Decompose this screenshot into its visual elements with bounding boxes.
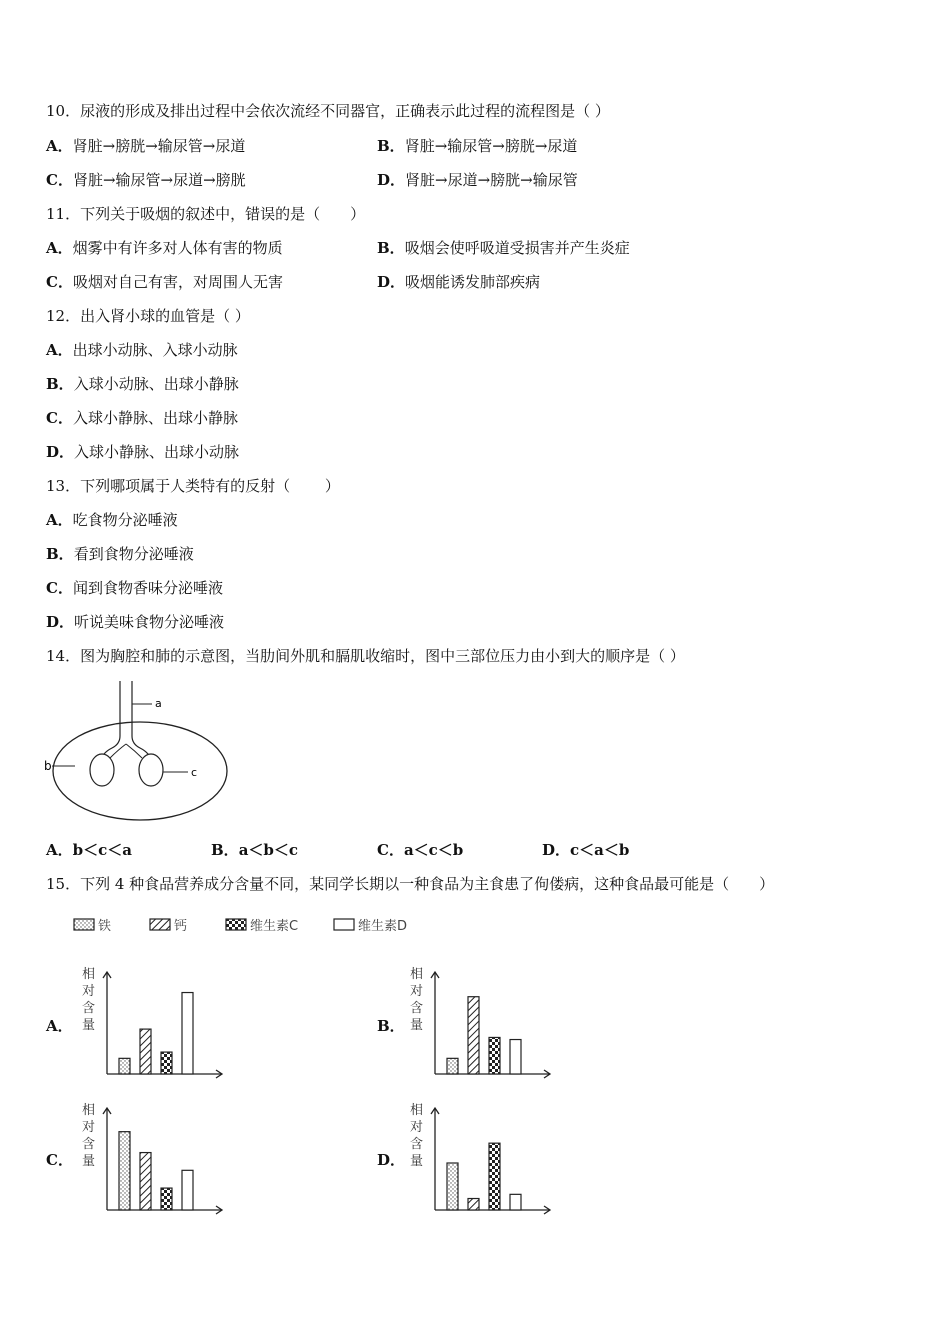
q15-option-c[interactable]: C． <box>46 1151 73 1169</box>
q14-option-c[interactable]: C．a＜c＜b <box>377 841 464 859</box>
chart-c-ylabel-char: 对 <box>82 1120 96 1135</box>
legend-swatch-calcium <box>150 919 170 930</box>
q14-option-a[interactable]: A．b＜c＜a <box>46 841 132 859</box>
chart-option-b <box>408 964 558 1084</box>
chart-d-bar-iron <box>447 1163 458 1210</box>
legend-label-calcium: 钙 <box>174 919 188 934</box>
chart-d-ylabel-char: 含 <box>410 1137 424 1152</box>
chart-a-bar-vitamin-c <box>161 1052 172 1074</box>
chart-a-ylabel-char: 含 <box>82 1001 96 1016</box>
chart-d-ylabel-char: 对 <box>410 1120 424 1135</box>
legend-swatch-iron <box>74 919 94 930</box>
chart-a-bar-vitamin-d <box>182 993 193 1074</box>
chart-a-bar-iron <box>119 1058 130 1074</box>
chart-a-ylabel-char: 量 <box>82 1018 96 1033</box>
label-a: a <box>155 697 162 710</box>
q15-option-a[interactable]: A． <box>46 1017 73 1035</box>
label-b: b <box>44 759 52 773</box>
q11-option-a[interactable]: A．烟雾中有许多对人体有害的物质 <box>46 239 283 257</box>
q12-stem: 12．出入肾小球的血管是（ ） <box>46 307 250 325</box>
chart-b-bar-iron <box>447 1058 458 1074</box>
chart-d-bar-vitamin-d <box>510 1194 521 1210</box>
chart-b-ylabel-char: 相 <box>410 967 424 982</box>
left-lung <box>90 754 114 786</box>
chart-c-bar-iron <box>119 1132 130 1210</box>
legend-label-vitamin-c: 维生素C <box>250 919 299 934</box>
chart-d-ylabel-char: 相 <box>410 1103 424 1118</box>
legend-swatch-vitamin-c <box>226 919 246 930</box>
chart-b-bar-calcium <box>468 997 479 1074</box>
q10-option-a[interactable]: A．肾脏→膀胱→输尿管→尿道 <box>46 137 246 155</box>
q10-option-b[interactable]: B．肾脏→输尿管→膀胱→尿道 <box>377 137 578 155</box>
chart-option-d <box>408 1100 558 1220</box>
q11-option-c[interactable]: C．吸烟对自己有害，对周围人无害 <box>46 273 283 291</box>
q12-option-c[interactable]: C．入球小静脉、出球小静脉 <box>46 409 238 427</box>
chart-d-ylabel-char: 量 <box>410 1154 424 1169</box>
q13-option-c[interactable]: C．闻到食物香味分泌唾液 <box>46 579 223 597</box>
label-c: c <box>191 766 198 779</box>
q13-stem: 13．下列哪项属于人类特有的反射（ ） <box>46 477 340 495</box>
q15-stem: 15．下列 4 种食品营养成分含量不同，某同学长期以一种食品为主食患了佝偻病，这种食品最可能是（ ） <box>46 875 775 893</box>
q12-option-a[interactable]: A．出球小动脉、入球小动脉 <box>46 341 238 359</box>
right-bronchus <box>126 744 142 758</box>
chart-c-bar-calcium <box>140 1153 151 1210</box>
q13-option-a[interactable]: A．吃食物分泌唾液 <box>46 511 178 529</box>
chart-option-c <box>80 1100 230 1220</box>
chart-option-a <box>80 964 230 1084</box>
chart-c-bar-vitamin-c <box>161 1188 172 1210</box>
legend-swatch-vitamin-d <box>334 919 354 930</box>
chart-b-bar-vitamin-c <box>489 1037 500 1074</box>
chart-b-bar-vitamin-d <box>510 1040 521 1074</box>
legend-label-iron: 铁 <box>98 919 112 934</box>
q15-option-b[interactable]: B． <box>377 1017 405 1035</box>
chart-c-bar-vitamin-d <box>182 1170 193 1210</box>
trachea-left-wall <box>100 681 120 762</box>
chart-c-ylabel-char: 量 <box>82 1154 96 1169</box>
chart-c-ylabel-char: 相 <box>82 1103 96 1118</box>
q12-option-d[interactable]: D．入球小静脉、出球小动脉 <box>46 443 240 461</box>
chart-d-bar-vitamin-c <box>489 1143 500 1210</box>
right-lung <box>139 754 163 786</box>
chart-d-bar-calcium <box>468 1199 479 1210</box>
q14-option-d[interactable]: D．c＜a＜b <box>542 841 630 859</box>
q10-stem: 10．尿液的形成及排出过程中会依次流经不同器官，正确表示此过程的流程图是（ ） <box>46 102 610 120</box>
q14-stem: 14．图为胸腔和肺的示意图，当肋间外肌和膈肌收缩时，图中三部位压力由小到大的顺序是（ ） <box>46 647 685 665</box>
chart-b-ylabel-char: 量 <box>410 1018 424 1033</box>
q11-option-b[interactable]: B．吸烟会使呼吸道受损害并产生炎症 <box>377 239 630 257</box>
q12-option-b[interactable]: B．入球小动脉、出球小静脉 <box>46 375 239 393</box>
q14-option-b[interactable]: B．a＜b＜c <box>211 841 299 859</box>
q15-option-d[interactable]: D． <box>377 1151 406 1169</box>
chart-a-bar-calcium <box>140 1029 151 1074</box>
q10-option-c[interactable]: C．肾脏→输尿管→尿道→膀胱 <box>46 171 246 189</box>
legend-label-vitamin-d: 维生素D <box>358 919 408 934</box>
left-bronchus <box>110 744 126 758</box>
chart-b-ylabel-char: 含 <box>410 1001 424 1016</box>
q13-option-b[interactable]: B．看到食物分泌唾液 <box>46 545 194 563</box>
q10-option-d[interactable]: D．肾脏→尿道→膀胱→输尿管 <box>377 171 578 189</box>
nutrient-legend <box>70 912 450 938</box>
thorax-lung-diagram <box>40 676 240 826</box>
q11-option-d[interactable]: D．吸烟能诱发肺部疾病 <box>377 273 541 291</box>
chart-a-ylabel-char: 对 <box>82 984 96 999</box>
chart-b-ylabel-char: 对 <box>410 984 424 999</box>
q11-stem: 11．下列关于吸烟的叙述中，错误的是（ ） <box>46 205 366 223</box>
chart-c-ylabel-char: 含 <box>82 1137 96 1152</box>
chart-a-ylabel-char: 相 <box>82 967 96 982</box>
q13-option-d[interactable]: D．听说美味食物分泌唾液 <box>46 613 225 631</box>
